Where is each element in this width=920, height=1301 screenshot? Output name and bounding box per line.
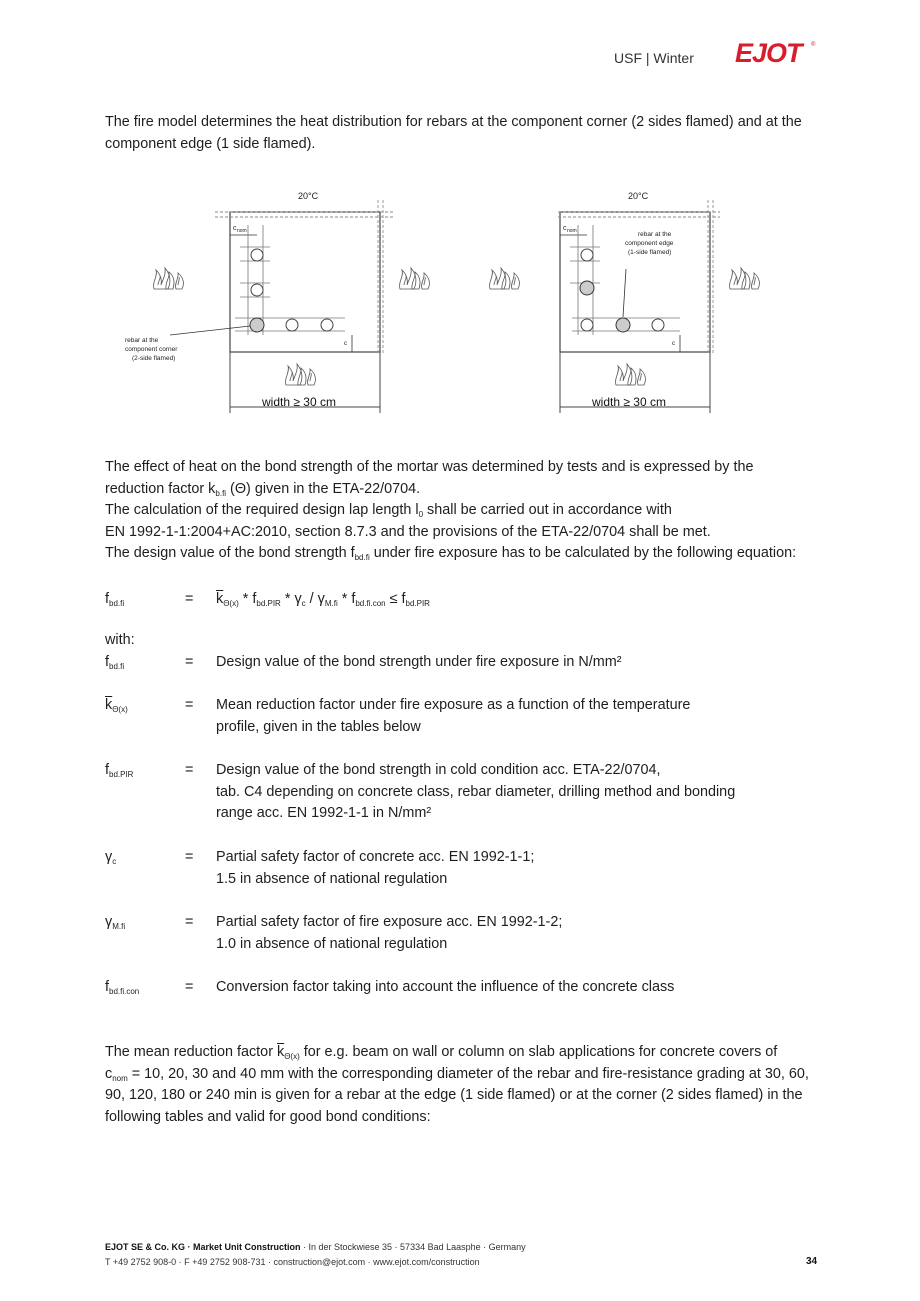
right-cnom-sub: nom <box>567 228 577 234</box>
left-diagram <box>125 191 429 413</box>
closing-line2: $c_{nom} = 10$, 20, 30 and 40 mm with the corresponding diameter of the rebar and fire-resistance grading at 30, 60, <box>105 1065 809 1083</box>
def-symbol: $f_{bd.fi.con}$ <box>105 979 140 996</box>
para2-line1: The effect of heat on the bond strength of the mortar was determined by tests and is expressed by the <box>105 459 754 475</box>
equation-lhs: $f_{bd.fi}$ <box>105 591 125 608</box>
left-cnom: c <box>233 225 237 232</box>
left-rebar-label-1: rebar at the <box>125 337 159 344</box>
def-description: Partial safety factor of concrete acc. EN 1992-1-1; 1.5 in absence of national regulation <box>216 849 535 887</box>
def-equals: = <box>185 849 194 865</box>
equation-rhs: $\overline{k}_{\Theta(x)} * f_{bd.PIR} * \gamma_c / \gamma_{M.fi} * f_{bd.fi.con} \le f_{bd.PIR}$ <box>216 591 430 608</box>
right-rebar-label-1: rebar at the <box>638 231 672 238</box>
footer-contact: T +49 2752 908-0 · F +49 2752 908-731 · construction@ejot.com · www.ejot.com/construction <box>105 1257 480 1267</box>
svg-text:c: c <box>344 341 347 347</box>
def-equals: = <box>185 762 194 778</box>
ejot-logo <box>735 38 817 66</box>
header-label: USF | Winter <box>614 50 694 66</box>
para2-line4: EN 1992-1-1:2004+AC:2010, section 8.7.3 and the provisions of the ETA-22/0704 shall be met. <box>105 523 711 540</box>
bond-strength-paragraph <box>105 457 820 565</box>
svg-text:®: ® <box>811 42 816 48</box>
left-width-label: width ≥ 30 cm <box>262 395 336 409</box>
def-symbol: $\gamma_c$ <box>105 849 117 866</box>
closing-line3: 90, 120, 180 or 240 min is given for a rebar at the edge (1 side flamed) or at the corner (2 sides flamed) in the <box>105 1087 803 1104</box>
left-rebar-label-3: (2-side flamed) <box>132 355 176 362</box>
para2-line2: reduction factor $k_{b.fi}$ (Θ) given in the ETA-22/0704. <box>105 480 421 498</box>
equation-equals: = <box>185 591 194 607</box>
left-top-temp: 20°C <box>298 191 319 201</box>
svg-text:EJOT: EJOT <box>735 38 802 66</box>
def-equals: = <box>185 697 194 713</box>
def-description: Mean reduction factor under fire exposure as a function of the temperature profile, given in the tables below <box>216 697 691 735</box>
def-description: Design value of the bond strength under fire exposure in N/mm² <box>216 654 622 670</box>
page-number: 34 <box>806 1256 818 1267</box>
closing-paragraph <box>105 1042 820 1128</box>
footer-address: EJOT SE & Co. KG · Market Unit Construction · In der Stockwiese 35 · 57334 Bad Laasphe · Germany <box>105 1242 526 1252</box>
svg-text:c: c <box>672 341 675 347</box>
def-equals: = <box>185 914 194 930</box>
right-diagram <box>490 191 760 413</box>
closing-line1: The mean reduction factor $\overline{k}_{\Theta(x)}$ for e.g. beam on wall or column on slab applications for concrete covers of <box>105 1044 778 1061</box>
closing-line4: following tables and valid for good bond conditions: <box>105 1108 431 1125</box>
fire-model-figure <box>120 185 800 420</box>
para2-line3: The calculation of the required design lap length $l_0$ shall be carried out in accordance with <box>105 502 672 520</box>
left-rebar-label-2: component corner <box>125 346 178 353</box>
def-symbol: $f_{bd.PIR}$ <box>105 762 134 779</box>
def-description: Partial safety factor of fire exposure acc. EN 1992-1-2; 1.0 in absence of national regulation <box>216 914 563 952</box>
def-description: Conversion factor taking into account the influence of the concrete class <box>216 979 675 995</box>
def-symbol: $f_{bd.fi}$ <box>105 654 125 671</box>
def-symbol: $\gamma_{M.fi}$ <box>105 914 126 931</box>
def-symbol: $\overline{k}_{\Theta(x)}$ <box>105 697 128 714</box>
def-equals: = <box>185 979 194 995</box>
right-rebar-label-3: (1-side flamed) <box>628 249 672 256</box>
right-cnom: c <box>563 225 567 232</box>
intro-paragraph: The fire model determines the heat distribution for rebars at the component corner (2 sides flamed) and at the component edge (1 side flamed). <box>105 114 802 152</box>
with-label: with: <box>105 632 135 648</box>
right-rebar-label-2: component edge <box>625 240 674 247</box>
def-equals: = <box>185 654 194 670</box>
right-top-temp: 20°C <box>628 191 649 201</box>
left-cnom-sub: nom <box>237 228 247 234</box>
right-width-label: width ≥ 30 cm <box>592 395 666 409</box>
para2-line5: The design value of the bond strength $f_{bd.fi}$ under fire exposure has to be calculated by the following equation: <box>105 545 797 563</box>
def-description: Design value of the bond strength in cold condition acc. ETA-22/0704, tab. C4 depending on concrete class, rebar diameter, drilling method and bonding range acc. EN 1992-1-1 in N/mm² <box>216 762 736 822</box>
